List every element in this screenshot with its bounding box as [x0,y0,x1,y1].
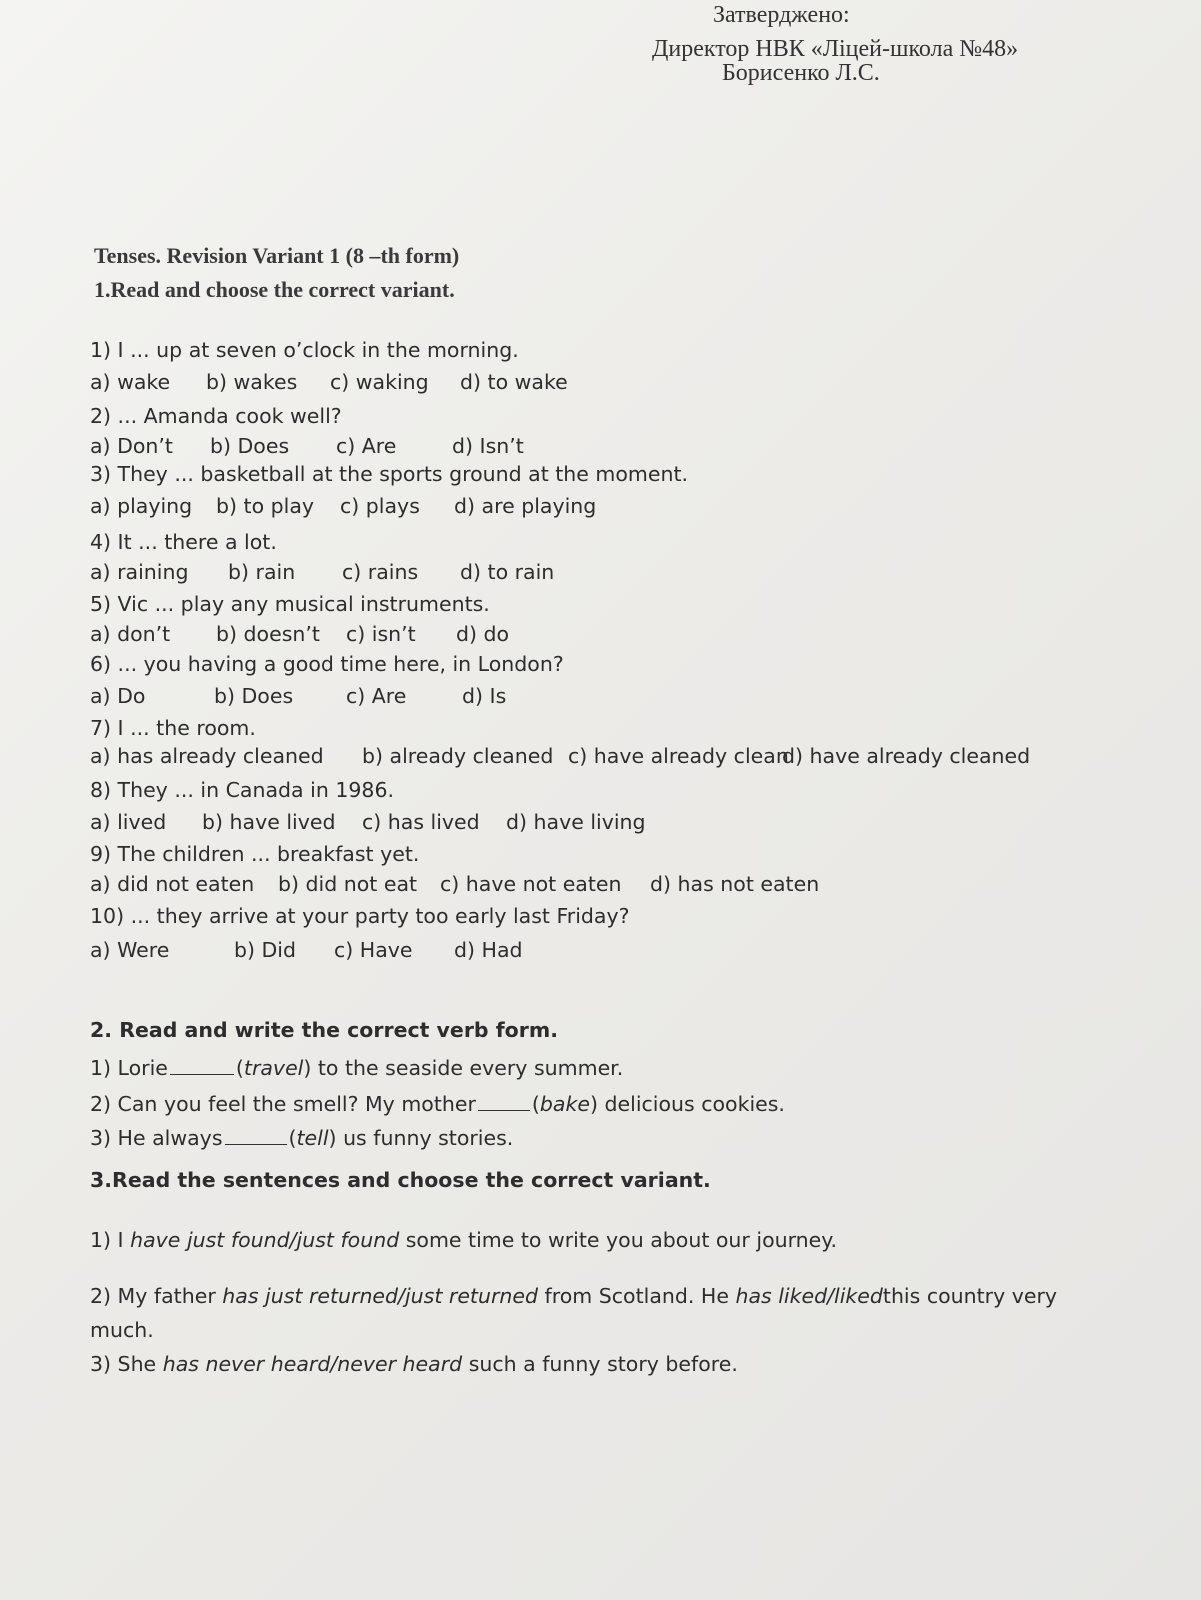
sentence-text: from Scotland. He [538,1284,736,1308]
sentence-text: some time to write you about our journey. [399,1228,837,1252]
page-title: Tenses. Revision Variant 1 (8 –th form) [94,243,460,268]
option-a[interactable]: a) Were [90,938,170,962]
answer-blank[interactable] [170,1073,234,1075]
option-b[interactable]: b) did not eat [278,872,418,896]
option-a[interactable]: a) wake [90,370,171,394]
options-9 [90,872,819,896]
option-c[interactable]: c) plays [340,494,420,518]
section3-heading: 3.Read the sentences and choose the correct variant. [90,1168,711,1192]
option-c[interactable]: c) have already clean [568,744,789,768]
question-3: 3) They ... basketball at the sports ground at the moment. [90,462,689,486]
option-a[interactable]: a) lived [90,810,167,834]
sentence-text: 1) I [90,1228,131,1252]
choice-phrase[interactable]: has never heard/never heard [162,1352,463,1376]
question-7: 7) I ... the room. [90,716,256,740]
verb-hint: tell [296,1126,329,1150]
verb-hint: bake [539,1092,590,1116]
question-10: 10) ... they arrive at your party too early last Friday? [90,904,630,928]
option-d[interactable]: d) have already cleaned [782,744,1031,768]
option-a[interactable]: a) has already cleaned [90,744,324,768]
option-d[interactable]: d) has not eaten [650,872,820,896]
option-b[interactable]: b) already cleaned [362,744,554,768]
question-6: 6) ... you having a good time here, in London? [90,652,564,676]
option-a[interactable]: a) Don’t [90,434,173,458]
fill-in-text: delicious cookies. [597,1092,785,1116]
options-1 [90,370,568,394]
sentence-text: 3) She [90,1352,163,1376]
options-2 [90,434,524,458]
option-b[interactable]: b) doesn’t [216,622,320,646]
option-c[interactable]: c) waking [330,370,429,394]
option-b[interactable]: b) wakes [206,370,298,394]
option-a[interactable]: a) don’t [90,622,171,646]
choice-phrase[interactable]: has just returned/just returned [222,1284,539,1308]
option-b[interactable]: b) have lived [202,810,336,834]
sentence-text: 2) My father [90,1284,223,1308]
option-c[interactable]: c) have not eaten [440,872,622,896]
fill-in-1: 1) Lorie (travel) to the seaside every summer. [90,1056,624,1080]
sentence-3 [90,1352,738,1376]
question-9: 9) The children ... breakfast yet. [90,842,420,866]
sentence-1 [90,1228,837,1252]
question-4: 4) It ... there a lot. [90,530,277,554]
options-7 [90,744,1030,768]
fill-in-text: us funny stories. [336,1126,514,1150]
verb-hint: travel [243,1056,304,1080]
choice-phrase[interactable]: has liked/liked [735,1284,883,1308]
options-6 [90,684,506,708]
option-c[interactable]: c) Are [346,684,407,708]
option-d[interactable]: d) Had [454,938,523,962]
options-8 [90,810,646,834]
option-c[interactable]: c) isn’t [346,622,416,646]
option-b[interactable]: b) rain [228,560,296,584]
option-b[interactable]: b) Did [234,938,297,962]
option-a[interactable]: a) raining [90,560,189,584]
sentence-2 [90,1284,1057,1308]
choice-phrase[interactable]: have just found/just found [130,1228,400,1252]
option-d[interactable]: d) to rain [460,560,555,584]
option-d[interactable]: d) Isn’t [452,434,524,458]
worksheet-header [94,243,459,311]
option-d[interactable]: d) have living [506,810,646,834]
approval-name: Борисенко Л.С. [722,60,880,86]
option-d[interactable]: d) to wake [460,370,568,394]
fill-in-text: 3) He always [90,1126,223,1150]
answer-blank[interactable] [225,1143,287,1145]
option-b[interactable]: b) Does [210,434,290,458]
option-a[interactable]: a) playing [90,494,193,518]
options-4 [90,560,554,584]
sentence-2-continued: much. [90,1318,154,1342]
section1-heading: 1.Read and choose the correct variant. [94,277,455,302]
question-2: 2) ... Amanda cook well? [90,404,342,428]
question-1: 1) I ... up at seven o’clock in the morning. [90,338,519,362]
fill-in-text: to the seaside every summer. [311,1056,624,1080]
option-b[interactable]: b) Does [214,684,294,708]
approval-line-1: Затверджено: [713,2,850,28]
question-8: 8) They ... in Canada in 1986. [90,778,395,802]
option-d[interactable]: d) Is [462,684,507,708]
option-c[interactable]: c) Have [334,938,413,962]
option-c[interactable]: c) has lived [362,810,480,834]
fill-in-text: 1) Lorie [90,1056,168,1080]
fill-in-2: 2) Can you feel the smell? My mother (bake) delicious cookies. [90,1092,785,1116]
approval-director: Директор НВК «Ліцей-школа №48» [652,36,1019,62]
sentence-text: such a funny story before. [462,1352,738,1376]
question-5: 5) Vic ... play any musical instruments. [90,592,490,616]
fill-in-3: 3) He always (tell) us funny stories. [90,1126,514,1150]
section2-heading: 2. Read and write the correct verb form. [90,1018,559,1042]
options-5 [90,622,509,646]
options-10 [90,938,523,962]
option-a[interactable]: a) did not eaten [90,872,255,896]
option-d[interactable]: d) do [456,622,510,646]
option-d[interactable]: d) are playing [454,494,597,518]
options-3 [90,494,596,518]
sentence-text: this country very [882,1284,1058,1308]
option-b[interactable]: b) to play [216,494,315,518]
option-c[interactable]: c) rains [342,560,419,584]
option-a[interactable]: a) Do [90,684,146,708]
option-c[interactable]: c) Are [336,434,397,458]
fill-in-text: 2) Can you feel the smell? My mother [90,1092,476,1116]
answer-blank[interactable] [478,1109,530,1111]
